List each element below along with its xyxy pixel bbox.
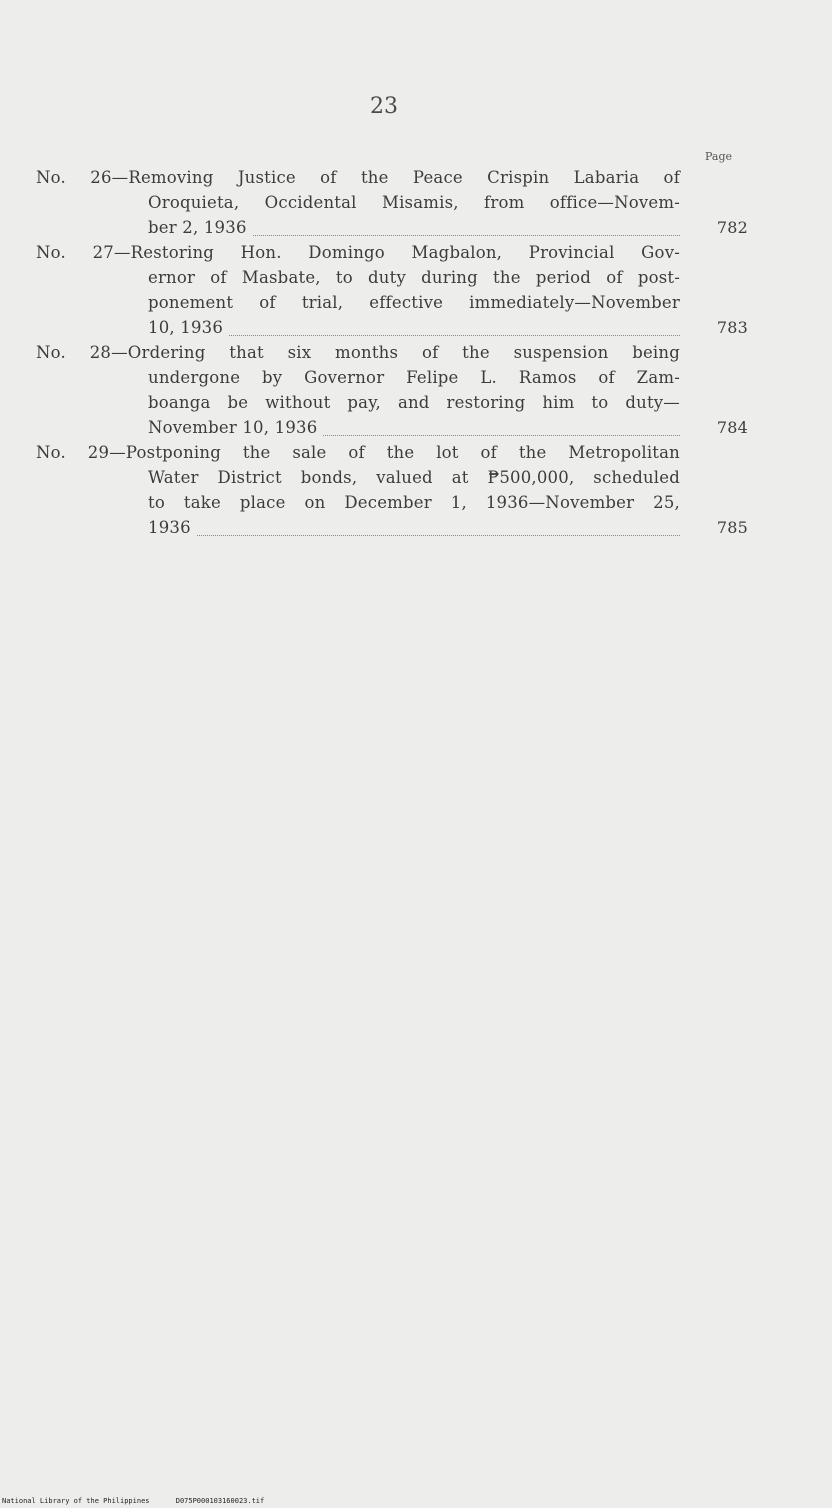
entry-line: November 10, 1936 (148, 418, 318, 437)
page-column-label: Page (705, 150, 733, 163)
entry-page-number: 784 (716, 418, 748, 437)
entry-page-number: 785 (716, 518, 748, 537)
entry-line: Water District bonds, valued at ₱500,000, scheduled (148, 468, 680, 487)
page-number: 23 (370, 94, 398, 119)
table-of-contents (36, 165, 748, 540)
entry-page-number: 782 (716, 218, 748, 237)
entry-line: No. 26—Removing Justice of the Peace Crispin Labaria of (36, 168, 680, 187)
entry-line: No. 29—Postponing the sale of the lot of the Metropolitan (36, 443, 680, 462)
toc-entry (36, 165, 748, 240)
scan-footer (2, 1497, 264, 1505)
entry-page-number: 783 (716, 318, 748, 337)
entry-line: Oroquieta, Occidental Misamis, from office—Novem- (148, 193, 680, 212)
dot-leader (197, 535, 680, 536)
entry-line: No. 27—Restoring Hon. Domingo Magbalon, Provincial Gov- (36, 243, 680, 262)
toc-entry (36, 340, 748, 440)
entry-line: ernor of Masbate, to duty during the period of post- (148, 268, 680, 287)
entry-last-line (148, 315, 680, 340)
dot-leader (323, 435, 680, 436)
toc-entry (36, 440, 748, 540)
entry-line: to take place on December 1, 1936—November 25, (148, 493, 680, 512)
entry-line: 10, 1936 (148, 318, 224, 337)
entry-line: boanga be without pay, and restoring him to duty— (148, 393, 680, 412)
dot-leader (229, 335, 680, 336)
toc-entry (36, 240, 748, 340)
entry-line: ber 2, 1936 (148, 218, 247, 237)
footer-filename: D075P000103160023.tif (175, 1497, 265, 1505)
entry-line: No. 28—Ordering that six months of the suspension being (36, 343, 680, 362)
entry-last-line (148, 515, 680, 540)
dot-leader (253, 235, 680, 236)
entry-line: undergone by Governor Felipe L. Ramos of Zam- (148, 368, 680, 387)
entry-last-line (148, 215, 680, 240)
entry-line: ponement of trial, effective immediately—November (148, 293, 680, 312)
entry-line: 1936 (148, 518, 191, 537)
entry-last-line (148, 415, 680, 440)
footer-source: National Library of the Philippines (2, 1497, 150, 1505)
